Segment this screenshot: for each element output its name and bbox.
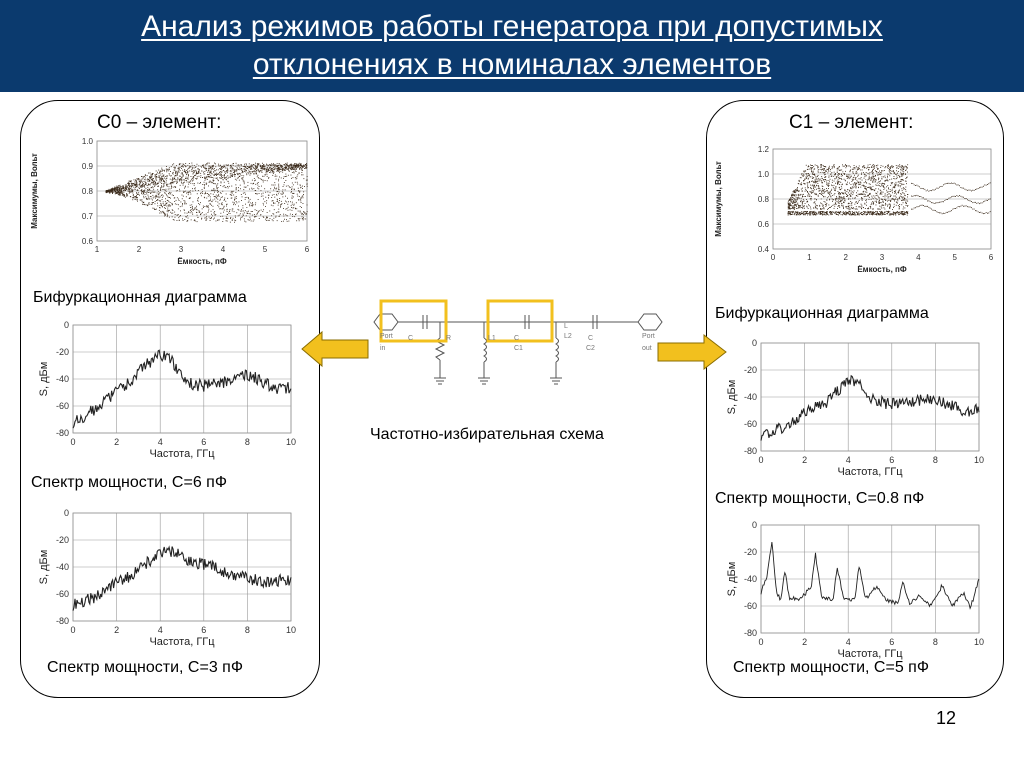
y-tick-label: -80: [743, 628, 757, 638]
x-tick-label: 10: [285, 437, 297, 447]
y-tick-label: 0: [751, 338, 757, 348]
x-tick-label: 6: [201, 437, 207, 447]
y-axis-label: S, дБм: [38, 549, 50, 585]
x-tick-label: 6: [889, 637, 895, 647]
schematic-label: C: [588, 335, 594, 342]
port-in-sublabel: in: [380, 345, 386, 352]
left-spectrum2-caption: Спектр мощности, С=3 пФ: [47, 659, 243, 676]
schematic-label: C2: [586, 345, 595, 352]
y-tick-label: -60: [743, 419, 757, 429]
x-axis-label: Частота, ГГц: [837, 648, 903, 660]
x-tick-label: 2: [136, 245, 142, 254]
bifurcation-chart-c1: [715, 141, 999, 283]
slide-title-bar: [0, 0, 1024, 92]
y-tick-label: -20: [743, 365, 757, 375]
schematic-label: C1: [514, 345, 523, 352]
x-tick-label: 0: [758, 637, 764, 647]
y-tick-label: 0.4: [757, 245, 769, 254]
left-bifurcation-caption: Бифуркационная диаграмма: [33, 289, 247, 306]
x-tick-label: 8: [932, 637, 938, 647]
y-tick-label: 0: [63, 320, 69, 330]
left-panel: [20, 100, 320, 698]
bifurcation-chart-c0: [29, 137, 315, 281]
schematic-label: C: [514, 335, 520, 342]
x-tick-label: 6: [988, 253, 994, 262]
x-axis-label: Частота, ГГц: [837, 466, 903, 478]
y-tick-label: 0: [751, 520, 757, 530]
spectrum-chart-c08: [723, 333, 993, 485]
x-tick-label: 10: [973, 455, 985, 465]
x-tick-label: 6: [201, 625, 207, 635]
y-tick-label: -60: [55, 401, 69, 411]
right-spectrum1-caption: Спектр мощности, С=0.8 пФ: [715, 490, 925, 507]
y-tick-label: -40: [743, 392, 757, 402]
x-tick-label: 4: [845, 455, 851, 465]
right-panel: [706, 100, 1004, 698]
y-tick-label: 0.6: [757, 220, 769, 229]
y-tick-label: 0.8: [81, 187, 93, 196]
x-tick-label: 4: [157, 437, 163, 447]
y-tick-label: -20: [55, 347, 69, 357]
x-tick-label: 2: [802, 455, 808, 465]
slide-title-line-1: Анализ режимов работы генератора при допустимых: [141, 10, 883, 43]
x-tick-label: 10: [285, 625, 297, 635]
right-spectrum2-caption: Спектр мощности, С=5 пФ: [733, 659, 929, 676]
x-tick-label: 6: [304, 245, 310, 254]
left-spectrum1-caption: Спектр мощности, С=6 пФ: [31, 474, 227, 491]
spectrum-chart-c3: [35, 503, 305, 655]
schematic-label: L: [564, 323, 568, 330]
y-tick-label: 0: [63, 508, 69, 518]
arrow-right-icon: [656, 333, 728, 371]
schematic-label: L2: [564, 333, 572, 340]
schematic-label: L1: [488, 335, 496, 342]
x-tick-label: 5: [262, 245, 268, 254]
x-tick-label: 3: [178, 245, 184, 254]
y-axis-label: S, дБм: [726, 561, 738, 597]
highlight-c1: [488, 301, 552, 341]
x-tick-label: 8: [244, 625, 250, 635]
y-tick-label: -40: [55, 374, 69, 384]
y-axis-label: Максимумы, Вольт: [30, 153, 39, 229]
y-tick-label: -80: [55, 616, 69, 626]
x-tick-label: 0: [70, 625, 76, 635]
y-tick-label: -80: [743, 446, 757, 456]
x-axis-label: Ёмкость, пФ: [177, 257, 227, 266]
y-tick-label: -80: [55, 428, 69, 438]
x-axis-label: Частота, ГГц: [149, 448, 215, 460]
y-tick-label: -60: [743, 601, 757, 611]
x-tick-label: 2: [114, 437, 120, 447]
y-tick-label: -60: [55, 589, 69, 599]
x-axis-label: Ёмкость, пФ: [857, 265, 907, 274]
port-out-sublabel: out: [642, 345, 652, 352]
slide-title-line-2: отклонениях в номиналах элементов: [252, 48, 772, 81]
x-tick-label: 4: [916, 253, 921, 262]
x-tick-label: 2: [114, 625, 120, 635]
x-tick-label: 5: [952, 253, 957, 262]
y-tick-label: 1.2: [757, 145, 769, 154]
page-number: 12: [936, 708, 957, 728]
x-tick-label: 1: [807, 253, 812, 262]
spectrum-chart-c5: [723, 515, 993, 663]
frequency-selective-schematic: [368, 298, 664, 400]
x-tick-label: 10: [973, 637, 985, 647]
y-tick-label: 0.7: [81, 212, 93, 221]
x-tick-label: 4: [845, 637, 851, 647]
x-tick-label: 0: [758, 455, 764, 465]
spectrum-chart-c6: [35, 315, 305, 467]
x-tick-label: 8: [932, 455, 938, 465]
x-tick-label: 4: [220, 245, 226, 254]
schematic-label: R: [446, 335, 452, 342]
port-in-label: Port: [380, 333, 393, 340]
port-out-label: Port: [642, 333, 655, 340]
schematic-label: C: [408, 335, 414, 342]
x-tick-label: 0: [770, 253, 776, 262]
x-tick-label: 2: [843, 253, 848, 262]
schematic-caption: Частотно-избирательная схема: [370, 426, 604, 443]
x-tick-label: 6: [889, 455, 895, 465]
left-panel-heading: С0 – элемент:: [97, 112, 222, 133]
x-tick-label: 8: [244, 437, 250, 447]
y-tick-label: -40: [55, 562, 69, 572]
y-axis-label: Максимумы, Вольт: [714, 161, 723, 237]
y-tick-label: 0.9: [81, 162, 93, 171]
right-panel-heading: С1 – элемент:: [789, 112, 914, 133]
y-axis-label: S, дБм: [726, 379, 738, 415]
y-axis-label: S, дБм: [38, 361, 50, 397]
arrow-left-icon: [300, 330, 370, 368]
y-tick-label: -40: [743, 574, 757, 584]
y-tick-label: 1.0: [81, 137, 93, 146]
y-tick-label: -20: [743, 547, 757, 557]
x-tick-label: 0: [70, 437, 76, 447]
x-tick-label: 4: [157, 625, 163, 635]
x-tick-label: 2: [802, 637, 808, 647]
y-tick-label: 0.8: [757, 195, 769, 204]
right-bifurcation-caption: Бифуркационная диаграмма: [715, 305, 929, 322]
y-tick-label: -20: [55, 535, 69, 545]
x-axis-label: Частота, ГГц: [149, 636, 215, 648]
y-tick-label: 0.6: [81, 237, 93, 246]
x-tick-label: 1: [94, 245, 100, 254]
y-tick-label: 1.0: [757, 170, 769, 179]
x-tick-label: 3: [879, 253, 885, 262]
